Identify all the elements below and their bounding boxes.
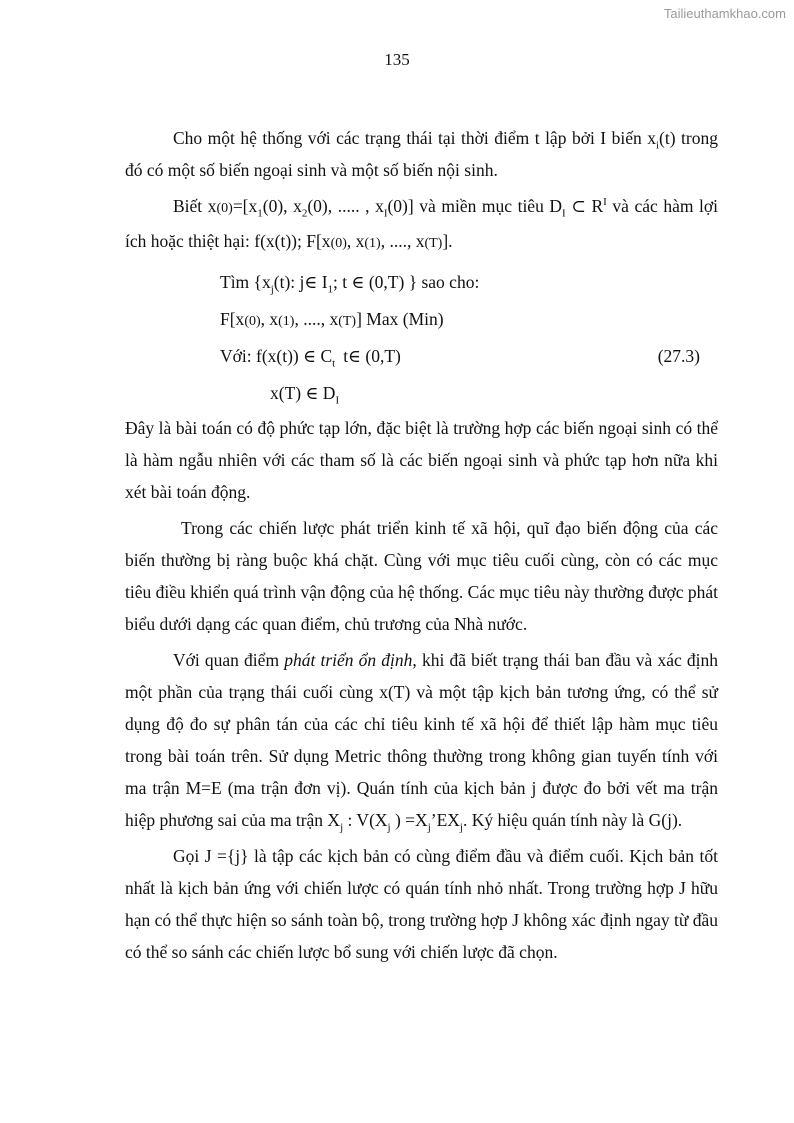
paragraph-stable-development: Với quan điểm phát triển ổn định, khi đã biết trạng thái ban đầu và xác định một phần của trạng thái cuối cùng x(T) và một tập kịch bản tương ứng, có thể sử dụng độ đo sự phân tán của các chỉ tiêu kinh tế xã hội để thiết lập hàm mục tiêu trong bài toán trên. Sử dụng Metric thông thường trong không gian tuyến tính với ma trận M=E (ma trận đơn vị). Quán tính của kịch bản j được đo bởi vết ma trận hiệp phương sai của ma trận $X_j$ : $V(X_j$ ) $=X_j’EX_j$. Ký hiệu quán tính này là G(j). [125, 650, 719, 834]
page-body [125, 122, 718, 968]
paragraph-best-scenario: Gọi J ={j} là tập các kịch bản có cùng điểm đầu và điểm cuối. Kịch bản tốt nhất là kịch bản ứng với chiến lược có quán tính nhỏ nhất. Trong trường hợp J hữu hạn có thể thực hiện so sánh toàn bộ, trong trường hợp J không xác định ngay từ đầu có thể so sánh các chiến lược bổ sung với chiến lược đã chọn. [125, 846, 718, 962]
paragraph-complexity: Đây là bài toán có độ phức tạp lớn, đặc biệt là trường hợp các biến ngoại sinh có thể là hàm ngẫu nhiên với các tham số là các biến ngoại sinh và phức tạp hơn nữa khi xét bài toán động. [125, 418, 718, 502]
page-number: 135 [384, 50, 410, 69]
formula-terminal: x(T) ∈ $D_I$ [270, 383, 340, 407]
paragraph-strategies: Trong các chiến lược phát triển kinh tế xã hội, quĩ đạo biến động của các biến thường bị ràng buộc khá chặt. Cùng với mục tiêu cuối cùng, còn có các mục tiêu điều khiển quá trình vận động của hệ thống. Các mục tiêu này thường được phát biểu dưới dạng các quan điểm, chủ trương của Nhà nước. [125, 518, 718, 634]
equation-number: (27.3) [657, 346, 700, 366]
formula-constraint: Với: f(x(t)) ∈ $C_t$ t∈ (0,T) (27.3) [125, 338, 718, 375]
formula-objective: F[x(0), x(1), ...., x(T)] Max (Min) [220, 309, 444, 329]
watermark: Tailieuthamkhao.com [663, 6, 786, 21]
paragraph-initial-state: Biết $x(0)=[x_1(0)$, $x_2(0)$, ..... , $x_I(0)$] và miền mục tiêu $D_I$ ⊂ $R^I$ và các hàm lợi ích hoặc thiệt hại: f(x(t)); F[x(0), x(1), ...., x(T)]. [125, 196, 718, 251]
emphasis-stable-development: phát triển ổn định [284, 650, 413, 670]
paragraph-system-definition: Cho một hệ thống với các trạng thái tại thời điểm t lập bởi I biến $x_i(t)$ trong đó có một số biến ngoại sinh và một số biến nội sinh. [125, 128, 718, 180]
formula-find: Tìm {$x_j(t)$: j∈ $I_1$; t ∈ (0,T) } sao cho: [220, 272, 480, 296]
